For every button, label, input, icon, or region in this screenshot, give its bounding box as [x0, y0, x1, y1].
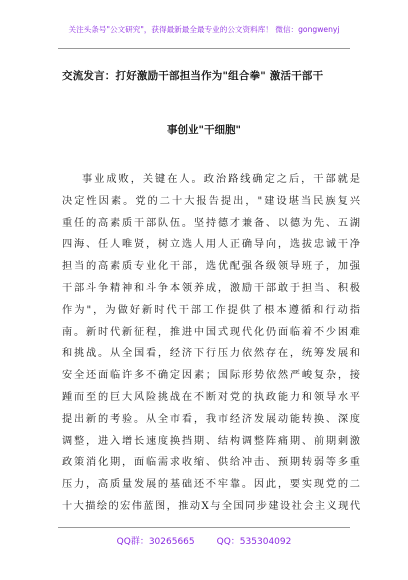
- body-line: 重任的高素质干部队伍。坚持德才兼备、以德为先、五湖: [62, 217, 360, 229]
- document-title-line-1: 交流发言：打好激励干部担当作为"组合拳" 激活干部干: [62, 70, 324, 82]
- body-line: 决定性因素。党的二十大报告提出，"建设堪当民族复兴: [62, 195, 360, 207]
- header-banner: 关注头条号"公文研究"，获得最新最全最专业的公文资料库！ 微信：gongwenyj: [68, 25, 340, 34]
- body-line: 干部斗争精神和斗争本领养成，激励干部敢于担当、积极: [62, 282, 360, 294]
- document-title-line-2: 事创业"干细胞": [167, 124, 241, 136]
- body-line: 压力，高质量发展的基础还不牢靠。因此，要实现党的二: [62, 479, 360, 491]
- body-line: 事业成败，关键在人。政治路线确定之后，干部就是: [82, 174, 360, 185]
- footer-qq: QQ：535304092: [216, 537, 292, 547]
- footer-divider: [58, 527, 350, 528]
- document-body: [62, 169, 360, 518]
- body-line: 四海、任人唯贤，树立选人用人正确导向，选拔忠诚干净: [62, 239, 360, 251]
- body-line: 十大描绘的宏伟蓝图，推动X与全国同步建设社会主义现代: [62, 500, 360, 512]
- body-line: 作为"，为做好新时代干部工作提供了根本遵循和行动指: [62, 304, 360, 316]
- body-line: 安全还面临许多不确定因素；国际形势依然严峻复杂，接: [62, 370, 360, 382]
- body-line: 担当的高素质专业化干部，选优配强各级领导班子，加强: [62, 261, 360, 273]
- footer-qq-group: QQ群：30265665: [116, 537, 195, 547]
- body-line: 调整，进入增长速度换挡期、结构调整阵痛期、前期刺激: [62, 435, 360, 447]
- body-line: 政策消化期，面临需求收缩、供给冲击、预期转弱等多重: [62, 457, 360, 469]
- body-line: 南。新时代新征程，推进中国式现代化仍面临着不少困难: [62, 326, 360, 338]
- body-line: 提出新的考验。从全市看，我市经济发展动能转换、深度: [62, 413, 360, 425]
- body-line: 踵而至的巨大风险挑战在不断对党的执政能力和领导水平: [62, 391, 360, 403]
- body-line: 和挑战。从全国看，经济下行压力依然存在，统筹发展和: [62, 348, 360, 360]
- header-divider: [58, 48, 350, 49]
- footer: [0, 534, 408, 547]
